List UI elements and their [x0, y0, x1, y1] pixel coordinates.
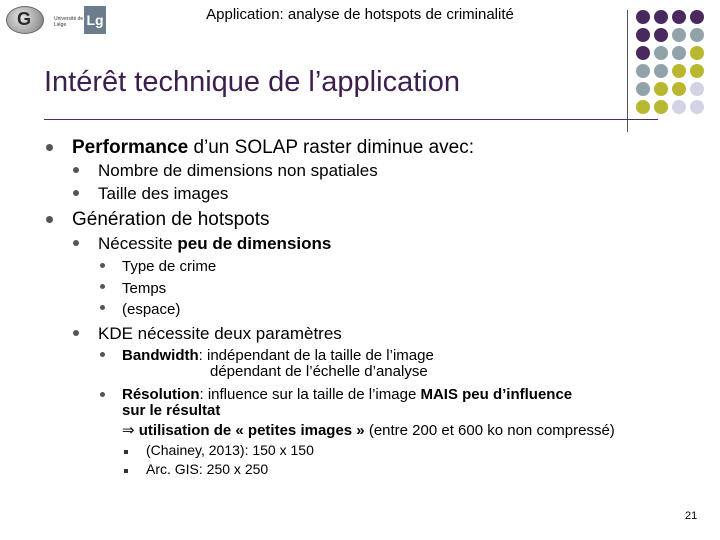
resolution-item-line2: sur le résultat: [122, 402, 221, 419]
vertical-divider: [627, 10, 628, 132]
bullet-icon: [73, 190, 79, 196]
bullet-icon: [100, 392, 105, 397]
slide-title: Intérêt technique de l’application: [44, 66, 460, 98]
square-bullet-icon: [124, 450, 128, 454]
title-underline: [44, 119, 658, 120]
sub-item-kde: KDE nécessite deux paramètres: [98, 324, 342, 343]
dot: [672, 46, 686, 60]
dot: [672, 64, 686, 78]
bullet-performance: Performance d’un SOLAP raster diminue avec:: [72, 137, 475, 158]
dot: [672, 82, 686, 96]
bullet-icon: [73, 167, 79, 173]
bullet-icon: [73, 240, 79, 246]
reference-item: (Chainey, 2013): 150 x 150: [146, 442, 314, 458]
dot: [654, 10, 668, 24]
bullet-icon: [100, 263, 105, 268]
dot: [636, 100, 650, 114]
dot: [654, 82, 668, 96]
dot: [654, 64, 668, 78]
dot: [654, 100, 668, 114]
reference-item: Arc. GIS: 250 x 250: [146, 461, 269, 477]
bandwidth-item: Bandwidth: indépendant de la taille de l’image: [122, 347, 434, 364]
bullet-icon: [100, 352, 105, 357]
dimension-item: Temps: [122, 280, 167, 297]
implies-arrow-icon: ⇒: [122, 422, 135, 439]
dimension-item: Type de crime: [122, 258, 217, 275]
bullet-icon: [100, 305, 105, 310]
dot: [690, 64, 704, 78]
dimension-item: (espace): [122, 301, 181, 318]
bullet-icon: [46, 144, 53, 151]
logo-g-icon: G: [6, 6, 44, 34]
sub-item-dimensions: Nombre de dimensions non spatiales: [98, 161, 378, 180]
university-logo-text: Université de Liège: [54, 16, 84, 28]
dot: [654, 28, 668, 42]
dot: [636, 28, 650, 42]
bandwidth-item-line2: dépendant de l’échelle d’analyse: [210, 363, 428, 380]
decorative-dot-grid: [636, 10, 716, 120]
dot: [636, 64, 650, 78]
university-logo-mark: Lg: [84, 6, 106, 34]
dot: [690, 10, 704, 24]
dot: [690, 28, 704, 42]
dot: [690, 82, 704, 96]
dot: [654, 46, 668, 60]
dot: [672, 10, 686, 24]
dot: [636, 10, 650, 24]
square-bullet-icon: [124, 469, 128, 473]
header-title: Application: analyse de hotspots de criminalité: [206, 6, 514, 23]
sub-item-image-size: Taille des images: [98, 184, 229, 203]
resolution-item: Résolution: influence sur la taille de l’image MAIS peu d’influence: [122, 386, 573, 403]
page-number: 21: [685, 510, 698, 522]
bullet-icon: [100, 284, 105, 289]
dot: [636, 46, 650, 60]
bullet-icon: [46, 216, 53, 223]
bullet-hotspots: Génération de hotspots: [72, 209, 270, 230]
dot: [636, 82, 650, 96]
bullet-icon: [73, 330, 79, 336]
dot: [690, 100, 704, 114]
dot: [672, 28, 686, 42]
dot: [690, 46, 704, 60]
sub-item-few-dimensions: Nécessite peu de dimensions: [98, 234, 332, 253]
resolution-item-line3: ⇒ utilisation de « petites images » (entre 200 et 600 ko non compressé): [122, 422, 615, 439]
dot: [672, 100, 686, 114]
